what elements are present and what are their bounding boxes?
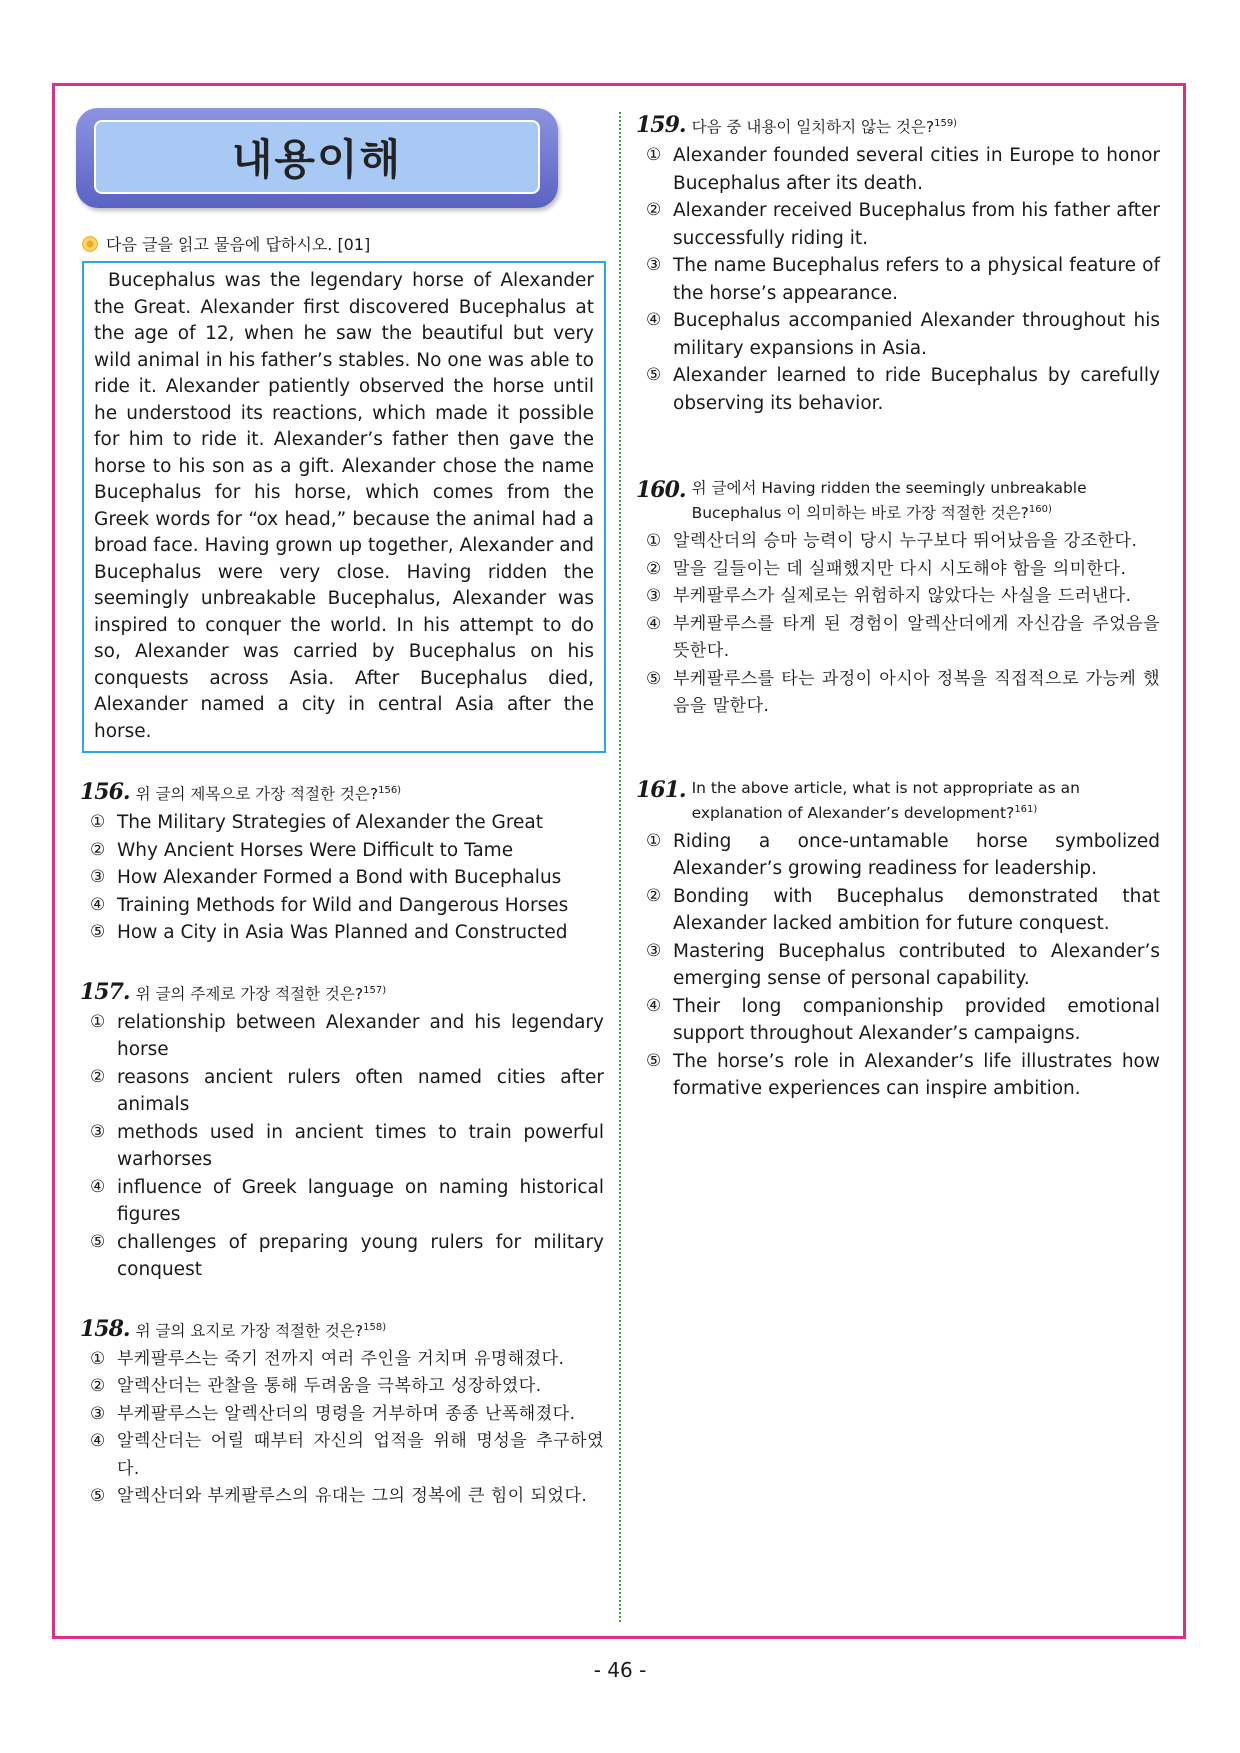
option-5[interactable]: ⑤ Alexander learned to ride Bucephalus by carefully observing its behavior. (646, 365, 1160, 414)
option-5[interactable]: ⑤ 부케팔루스를 타는 과정이 아시아 정복을 직접적으로 가능케 했음을 말한다. (646, 668, 1160, 717)
option-2[interactable]: ② 알렉산더는 관찰을 통해 두려움을 극복하고 성장하였다. (90, 1376, 542, 1396)
option-5[interactable]: ⑤ How a City in Asia Was Planned and Constructed (90, 922, 568, 943)
option-4[interactable]: ④ influence of Greek language on naming historical figures (90, 1176, 604, 1225)
question-header (80, 979, 604, 1005)
option-1[interactable]: ① 알렉산더의 승마 능력이 당시 누구보다 뛰어났음을 강조한다. (646, 531, 1138, 552)
option-1[interactable]: ① relationship between Alexander and his legendary horse (90, 1011, 604, 1060)
question-number: 159. (636, 112, 686, 138)
option-list (636, 828, 1160, 1103)
option-2[interactable]: ② Bonding with Bucephalus demonstrated that Alexander lacked ambition for future conquest. (646, 885, 1160, 935)
question-text: 위 글에서 Having ridden the seemingly unbreakable Bucephalus 이 의미하는 바로 가장 적절한 것은?$^{160)}$ (691, 479, 1087, 523)
right-column (636, 112, 1160, 1103)
option-2[interactable]: ② 말을 길들이는 데 실패했지만 다시 시도해야 함을 의미한다. (646, 558, 1127, 579)
option-2[interactable]: ② Why Ancient Horses Were Difficult to Tame (90, 839, 514, 861)
title-banner-inner (94, 120, 540, 194)
page-title: 내용이해 (231, 135, 403, 184)
question-number: 160. (636, 477, 686, 503)
question-header (636, 477, 1160, 524)
question-156 (80, 779, 604, 947)
question-number: 156. (80, 779, 130, 805)
reading-passage: Bucephalus was the legendary horse of Alexander the Great. Alexander first discovered Bucephalus at the age of 12, when he saw the beautiful but very wild animal in his father’s stables. No one was able to ride it. Alexander patiently observed the horse until he understood its reactions, which made it possible for him to ride it. Alexander’s father then gave the horse to his son as a gift. Alexander chose the name Bucephalus for his horse, which comes from the Greek words for “ox head,” because the animal had a broad face. Having grown up together, Alexander and Bucephalus were very close. Having ridden the seemingly unbreakable Bucephalus, Alexander was inspired to conquer the world. In his attempt to do so, Alexander was carried by Bucephalus on his conquests across Asia. After Bucephalus died, Alexander named a city in central Asia after the horse. (82, 261, 606, 753)
option-list (80, 1346, 604, 1511)
option-5[interactable]: ⑤ challenges of preparing young rulers for military conquest (90, 1231, 604, 1280)
instruction-text: 다음 글을 읽고 물음에 답하시오. [01] (106, 235, 371, 254)
option-1[interactable]: ① Riding a once-untamable horse symbolized Alexander’s growing readiness for leadership. (646, 830, 1160, 880)
option-3[interactable]: ③ Mastering Bucephalus contributed to Alexander’s emerging sense of personal capability. (646, 940, 1160, 990)
question-number: 158. (80, 1315, 130, 1342)
option-list (80, 1009, 604, 1284)
question-text: 위 글의 요지로 가장 적절한 것은?$^{158)}$ (135, 1321, 387, 1340)
option-1[interactable]: ① Alexander founded several cities in Europe to honor Bucephalus after its death. (646, 145, 1160, 194)
option-2[interactable]: ② Alexander received Bucephalus from his father after successfully riding it. (646, 200, 1160, 249)
question-157 (80, 979, 604, 1284)
option-3[interactable]: ③ How Alexander Formed a Bond with Bucephalus (90, 867, 562, 888)
left-column (80, 232, 604, 1511)
question-header (636, 112, 1160, 138)
footnote-ref: 161) (1014, 803, 1038, 815)
question-header (636, 777, 1160, 824)
question-159 (636, 112, 1160, 417)
option-4[interactable]: ④ 부케팔루스를 타게 된 경험이 알렉산더에게 자신감을 주었음을 뜻한다. (646, 613, 1160, 662)
question-text: 다음 중 내용이 일치하지 않는 것은?$^{159)}$ (691, 117, 958, 136)
option-list (636, 142, 1160, 417)
option-4[interactable]: ④ Their long companionship provided emotional support throughout Alexander’s campaigns. (646, 995, 1160, 1045)
question-header (80, 1316, 604, 1342)
question-160 (636, 477, 1160, 721)
option-4[interactable]: ④ Training Methods for Wild and Dangerous Horses (90, 894, 569, 916)
question-text: In the above article, what is not appropriate as an explanation of Alexander’s development?$^{161)}$ (691, 778, 1080, 822)
question-text: 위 글의 제목으로 가장 적절한 것은?$^{156)}$ (135, 784, 402, 803)
option-1[interactable]: ① 부케팔루스는 죽기 전까지 여러 주인을 거치며 유명해졌다. (90, 1348, 565, 1369)
footnote-ref: 157) (363, 984, 387, 996)
option-1[interactable]: ① The Military Strategies of Alexander the Great (90, 812, 543, 833)
option-4[interactable]: ④ Bucephalus accompanied Alexander throughout his military expansions in Asia. (646, 310, 1160, 359)
option-3[interactable]: ③ The name Bucephalus refers to a physical feature of the horse’s appearance. (646, 255, 1160, 304)
question-number: 157. (80, 978, 130, 1005)
column-divider (619, 112, 621, 1622)
option-3[interactable]: ③ 부케팔루스는 알렉산더의 명령을 거부하며 종종 난폭해졌다. (90, 1403, 576, 1424)
question-158 (80, 1316, 604, 1511)
option-5[interactable]: ⑤ The horse’s role in Alexander’s life illustrates how formative experiences can inspire ambition. (646, 1050, 1160, 1100)
option-list (636, 528, 1160, 721)
question-161 (636, 777, 1160, 1103)
option-4[interactable]: ④ 알렉산더는 어릴 때부터 자신의 업적을 위해 명성을 추구하였다. (90, 1431, 604, 1479)
flower-icon (82, 236, 98, 252)
option-5[interactable]: ⑤ 알렉산더와 부케팔루스의 유대는 그의 정복에 큰 힘이 되었다. (90, 1486, 588, 1506)
option-3[interactable]: ③ methods used in ancient times to train powerful warhorses (90, 1121, 604, 1170)
option-3[interactable]: ③ 부케팔루스가 실제로는 위험하지 않았다는 사실을 드러낸다. (646, 586, 1132, 607)
option-2[interactable]: ② reasons ancient rulers often named cities after animals (90, 1066, 604, 1115)
footnote-ref: 158) (363, 1321, 387, 1333)
footnote-ref: 160) (1028, 504, 1052, 515)
option-list (80, 809, 604, 947)
title-banner (76, 108, 558, 208)
footnote-ref: 159) (934, 117, 958, 129)
question-header (80, 779, 604, 805)
question-number: 161. (636, 776, 686, 803)
page-number: - 46 - (593, 1658, 647, 1682)
question-text: 위 글의 주제로 가장 적절한 것은?$^{157)}$ (135, 984, 387, 1003)
footnote-ref: 156) (378, 784, 402, 796)
instruction (82, 232, 604, 255)
